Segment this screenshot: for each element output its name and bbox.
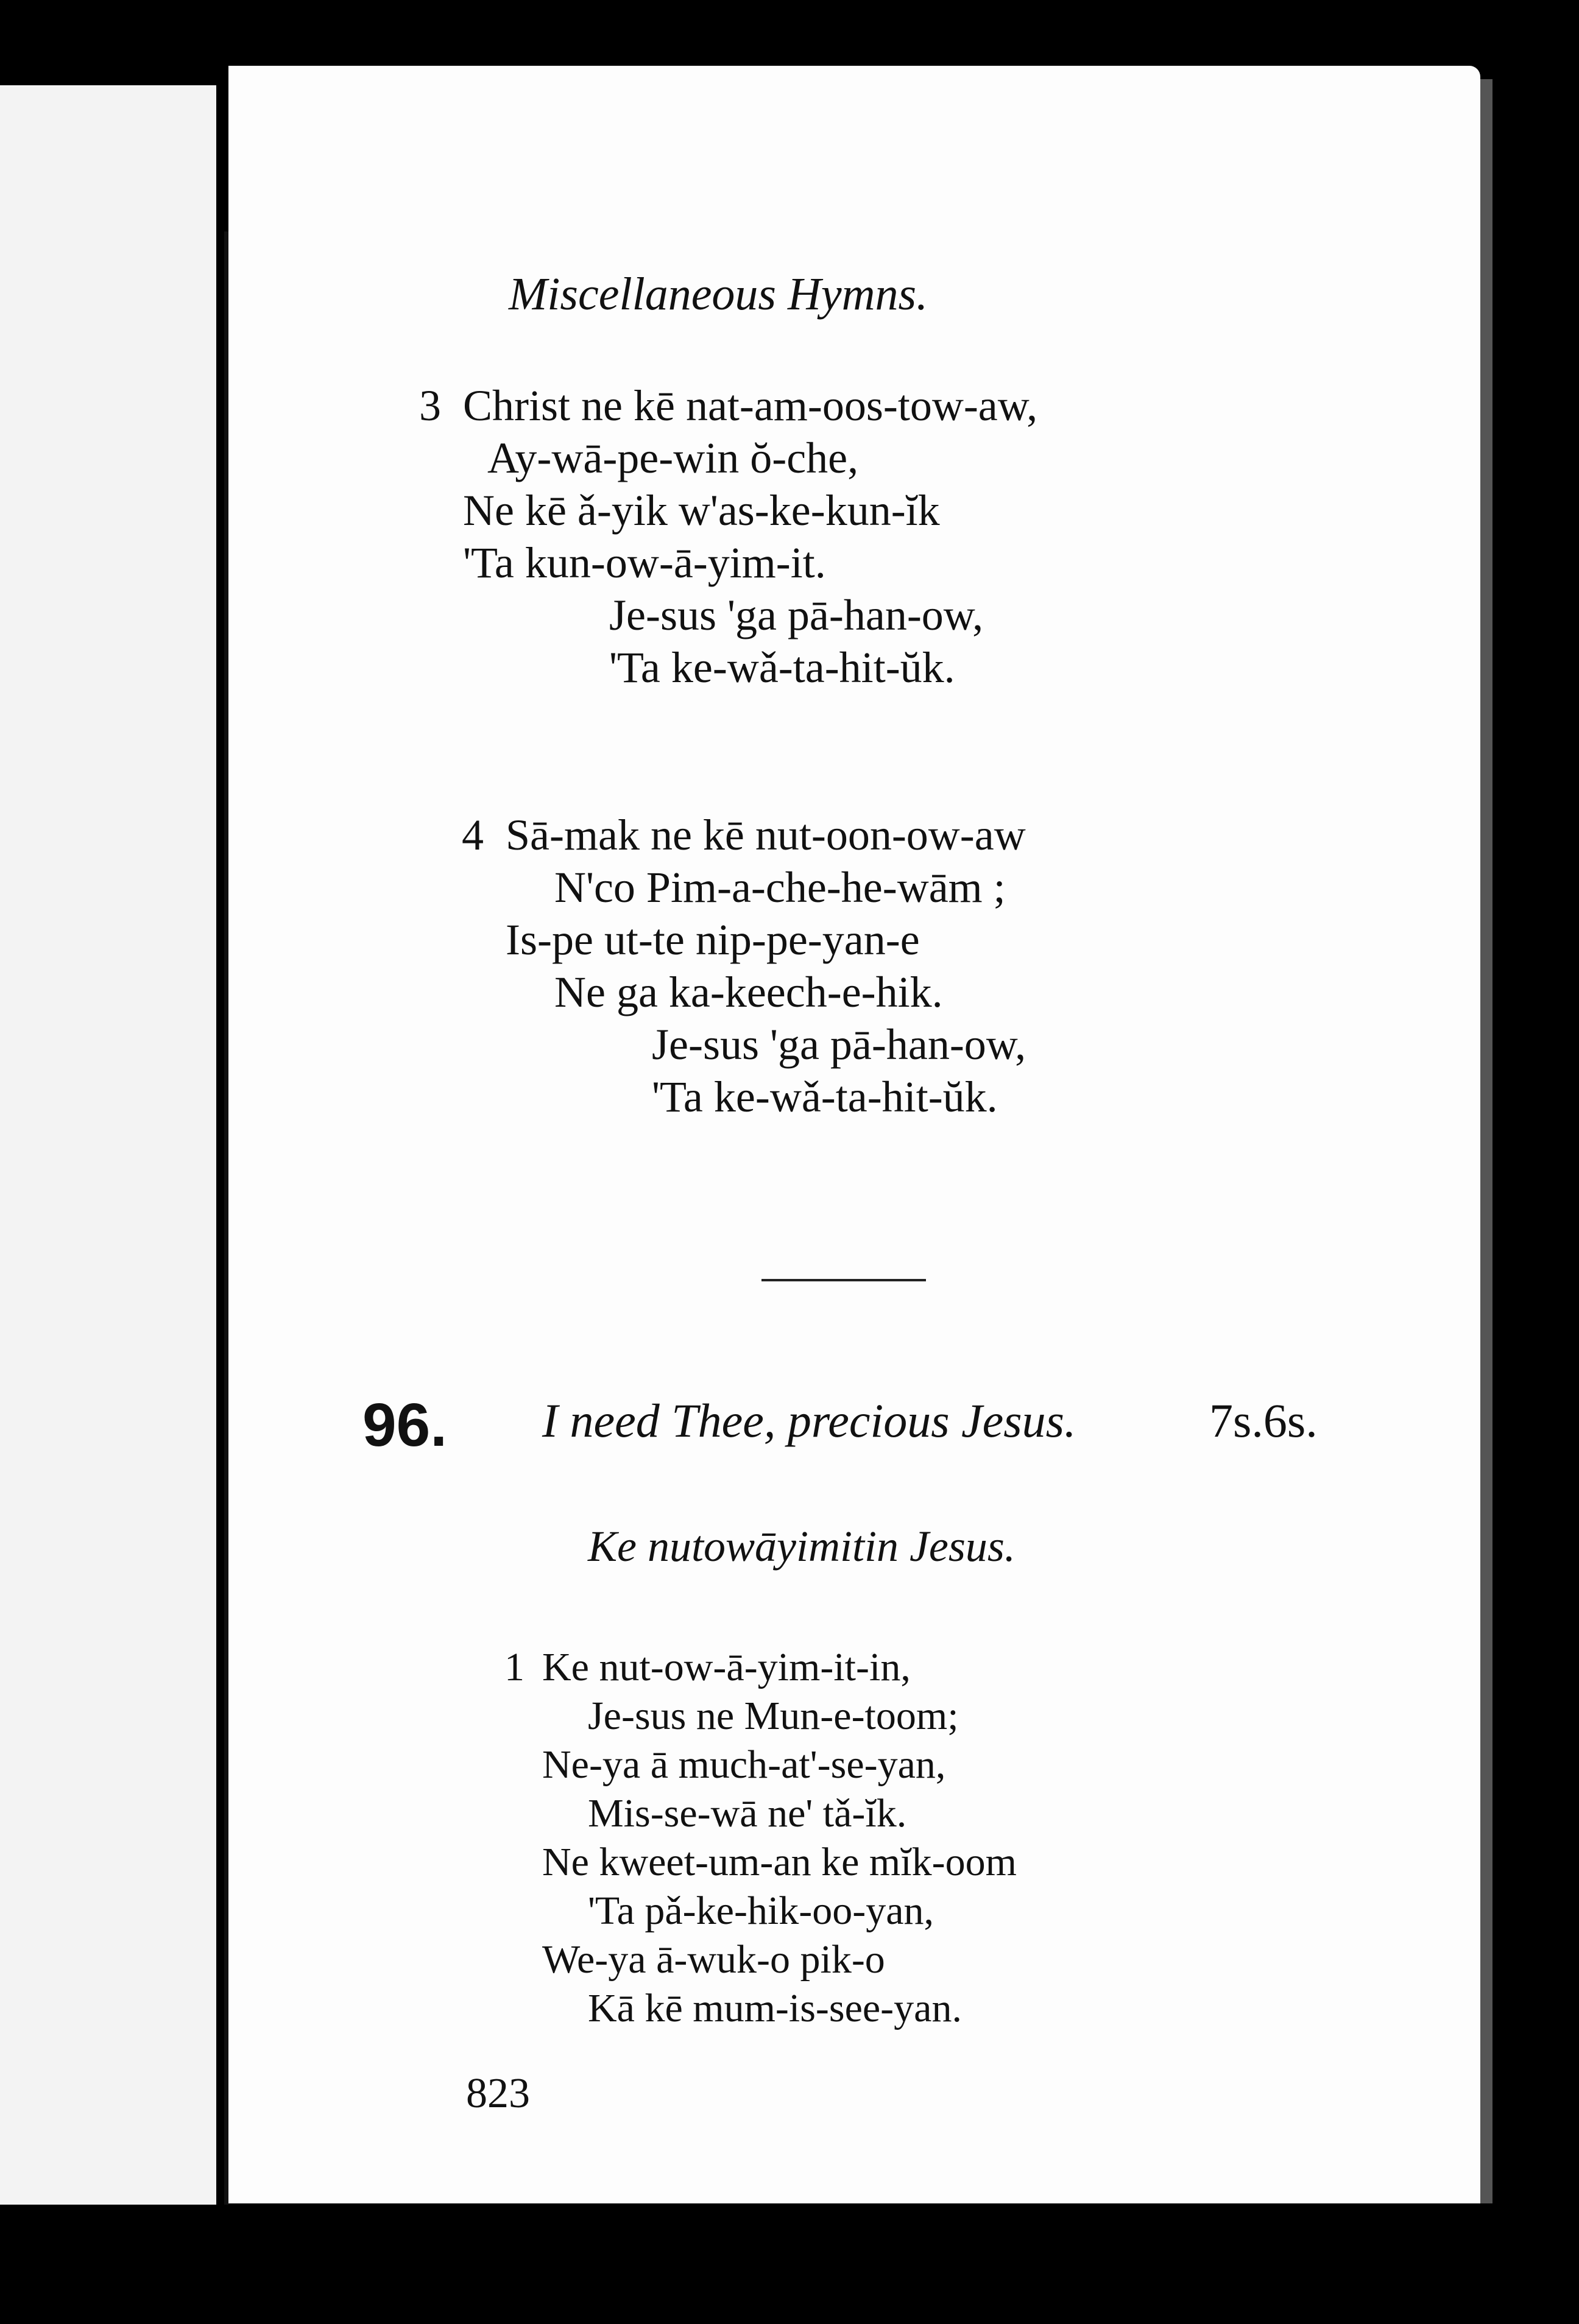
verse-line: 'Ta kun-ow-ā-yim-it. (463, 538, 826, 587)
verse-line: 'Ta pǎ-ke-hik-oo-yan, (588, 1889, 934, 1933)
page-edge-shadow (1480, 79, 1492, 2203)
verse-number: 1 (504, 1645, 525, 1689)
verse-line: 3 Christ ne kē nat-am-oos-tow-aw, (463, 379, 1037, 432)
verse-number: 4 (462, 811, 484, 859)
verse-line: Ne kē ǎ-yik w'as-ke-kun-ĭk (463, 486, 940, 535)
verse-line: We-ya ā-wuk-o pik-o (542, 1937, 885, 1982)
verse-line: Je-sus 'ga pā-han-ow, (652, 1020, 1026, 1069)
verse-4 (462, 809, 1026, 1123)
verse-line: Kā kē mum-is-see-yan. (588, 1986, 962, 2030)
running-head: Miscellaneous Hymns. (509, 269, 928, 320)
verse-3 (419, 379, 1038, 694)
hymn-meter: 7s.6s. (1209, 1394, 1318, 1447)
left-facing-page (0, 85, 216, 2205)
page-number: 823 (466, 2070, 530, 2117)
verse-line: 4 Sā-mak ne kē nut-oon-ow-aw (506, 809, 1026, 861)
hymn-number: 96. (362, 1391, 448, 1459)
verse-line: 'Ta ke-wǎ-ta-hit-ŭk. (609, 643, 955, 692)
verse-line: Ay-wā-pe-win ŏ-che, (487, 434, 859, 482)
book-page (228, 66, 1480, 2203)
verse-line: Is-pe ut-te nip-pe-yan-e (506, 915, 920, 964)
verse-line: Mis-se-wā ne' tǎ-ĭk. (588, 1791, 907, 1836)
verse-line: 'Ta ke-wǎ-ta-hit-ŭk. (652, 1072, 998, 1121)
verse-line: Ne ga ka-keech-e-hik. (554, 968, 943, 1016)
hymn-subtitle: Ke nutowāyimitin Jesus. (588, 1522, 1016, 1571)
verse-line: 1 Ke nut-ow-ā-yim-it-in, (542, 1643, 1017, 1692)
hymn-96-verse-1 (504, 1643, 1017, 2033)
hymn-title: I need Thee, precious Jesus. (542, 1394, 1076, 1447)
verse-line: Ne kweet-um-an ke mĭk-oom (542, 1840, 1017, 1884)
verse-number: 3 (419, 381, 441, 430)
verse-line: N'co Pim-a-che-he-wām ; (554, 863, 1006, 912)
verse-line: Ne-ya ā much-at'-se-yan, (542, 1742, 946, 1787)
verse-line: Je-sus ne Mun-e-toom; (588, 1694, 959, 1738)
verse-line: Je-sus 'ga pā-han-ow, (609, 591, 984, 639)
section-divider (761, 1279, 926, 1281)
